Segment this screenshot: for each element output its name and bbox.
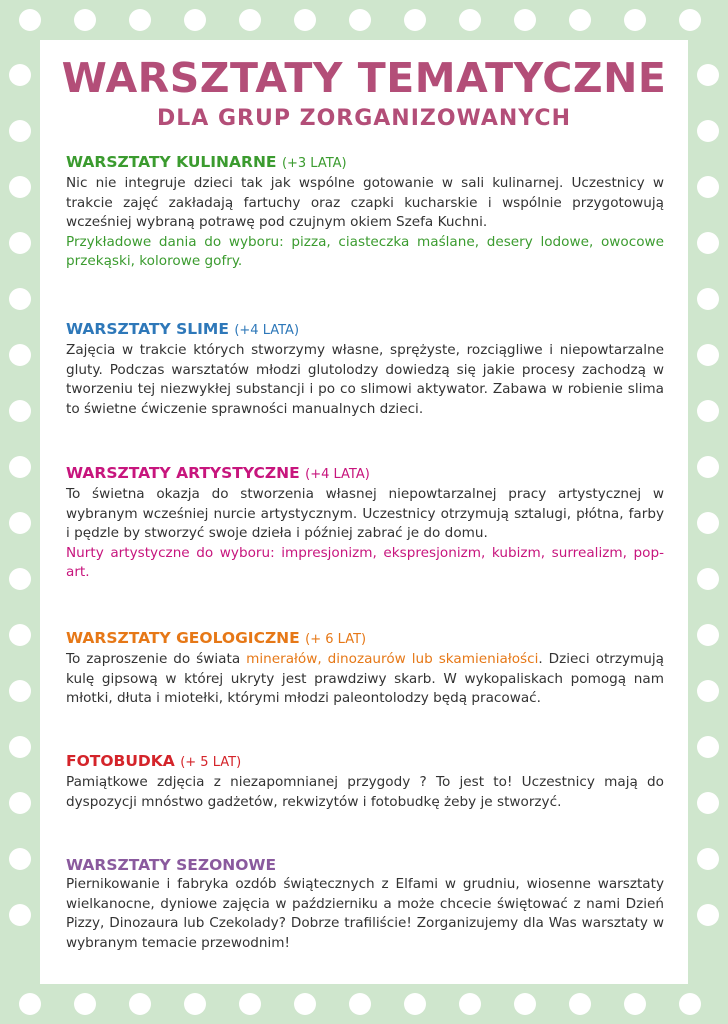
polka-dot: [349, 9, 371, 31]
polka-dot: [679, 9, 701, 31]
polka-dot: [19, 993, 41, 1015]
polka-dot: [697, 848, 719, 870]
heading-text: WARSZTATY SLIME: [66, 320, 229, 338]
polka-dot: [697, 288, 719, 310]
section-heading: [66, 855, 664, 875]
age-badge: (+ 6 LAT): [305, 632, 367, 647]
polka-dot: [239, 9, 261, 31]
polka-dot: [184, 9, 206, 31]
polka-dot: [697, 680, 719, 702]
heading-text: WARSZTATY SEZONOWE: [66, 856, 277, 874]
polka-dot: [9, 736, 31, 758]
polka-dot: [9, 120, 31, 142]
section-slime: [66, 319, 664, 419]
polka-dot: [624, 9, 646, 31]
polka-dot: [9, 568, 31, 590]
polka-dot: [19, 9, 41, 31]
polka-dot: [74, 9, 96, 31]
section-highlight: Nurty artystyczne do wyboru: impresjonizm, ekspresjonizm, kubizm, surrealizm, pop-art.: [66, 544, 664, 580]
polka-dot: [9, 624, 31, 646]
age-badge: (+4 LATA): [305, 467, 370, 482]
polka-dot: [697, 568, 719, 590]
polka-dot: [514, 9, 536, 31]
section-body: Zajęcia w trakcie których stworzymy własne, sprężyste, rozciągliwe i niepowtarzalne gluty. Podczas warsztatów młodzi glutolodzy dowiedzą się jakie procesy zachodzą w tworzeniu tej niezwykłej substancji i po co slimowi aktywator. Zabawa w robienie slima to świetne ćwiczenie sprawności manualnych dzieci.: [66, 342, 664, 417]
polka-dot: [184, 993, 206, 1015]
polka-dot: [239, 993, 261, 1015]
section-heading: [66, 751, 664, 773]
polka-dot: [697, 624, 719, 646]
age-badge: (+4 LATA): [234, 323, 300, 338]
polka-dot: [9, 848, 31, 870]
polka-dot: [129, 9, 151, 31]
body-text: . Dzieci otrzymują kulę gipsową w której ukryty jest prawdziwy skarb. W wykopaliskach pomogą nam młotki, dłuta i miotełki, którymi młodzi paleontolodzy będą pracować.: [66, 651, 665, 706]
section-artystyczne: [66, 463, 664, 583]
polka-dot: [514, 993, 536, 1015]
polka-dot: [459, 9, 481, 31]
polka-dot: [74, 993, 96, 1015]
age-badge: (+3 LATA): [281, 156, 347, 171]
heading-text: WARSZTATY KULINARNE: [66, 153, 277, 171]
section-heading: [66, 319, 664, 341]
polka-dot: [404, 9, 426, 31]
heading-text: WARSZTATY ARTYSTYCZNE: [66, 464, 300, 482]
polka-dot: [697, 176, 719, 198]
section-geologiczne: [66, 628, 664, 709]
polka-dot: [9, 400, 31, 422]
section-fotobudka: [66, 751, 664, 812]
polka-dot: [9, 64, 31, 86]
inline-highlight: minerałów, dinozaurów lub skamieniałości: [246, 651, 539, 667]
polka-dot: [129, 993, 151, 1015]
polka-dot: [9, 176, 31, 198]
section-body: [66, 650, 664, 709]
polka-dot: [9, 512, 31, 534]
polka-dot: [349, 993, 371, 1015]
heading-text: WARSZTATY GEOLOGICZNE: [66, 629, 300, 647]
polka-dot: [294, 993, 316, 1015]
section-sezonowe: [66, 855, 664, 953]
polka-dot: [697, 792, 719, 814]
age-badge: (+ 5 LAT): [180, 755, 242, 770]
polka-dot: [9, 344, 31, 366]
polka-dot: [697, 400, 719, 422]
section-body: Piernikowanie i fabryka ozdób świątecznych z Elfami w grudniu, wiosenne warsztaty wielkanocne, dyniowe zajęcia w październiku a może chcecie świętować z nami Dzień Pizzy, Dinozaura lub Czekolady? Dobrze trafiliście! Zorganizujemy dla Was warsztaty w wybranym temacie przewodnim!: [66, 876, 664, 951]
section-kulinarne: [66, 152, 664, 272]
polka-dot: [294, 9, 316, 31]
page-title: WARSZTATY TEMATYCZNE: [61, 54, 667, 102]
polka-dot: [569, 993, 591, 1015]
polka-dot: [9, 456, 31, 478]
page-subtitle: DLA GRUP ZORGANIZOWANYCH: [157, 106, 571, 131]
polka-dot: [697, 512, 719, 534]
polka-dot: [697, 736, 719, 758]
polka-dot: [697, 232, 719, 254]
polka-dot: [697, 904, 719, 926]
polka-dot: [9, 680, 31, 702]
section-body: Nic nie integruje dzieci tak jak wspólne gotowanie w sali kulinarnej. Uczestnicy w trakcie zajęć zakładają fartuchy oraz czapki kucharskie i wspólnie przygotowują wcześniej wybraną potrawę pod czujnym okiem Szefa Kuchni.: [66, 175, 664, 230]
polka-dot: [697, 456, 719, 478]
polka-dot: [624, 993, 646, 1015]
polka-dot: [9, 904, 31, 926]
section-body: Pamiątkowe zdjęcia z niezapomnianej przygody ? To jest to! Uczestnicy mają do dyspozycji mnóstwo gadżetów, rekwizytów i fotobudkę żeby je stworzyć.: [66, 774, 664, 810]
polka-dot: [9, 232, 31, 254]
section-heading: [66, 152, 664, 174]
polka-dot: [459, 993, 481, 1015]
polka-dot: [9, 792, 31, 814]
section-heading: [66, 628, 664, 650]
section-highlight: Przykładowe dania do wyboru: pizza, ciasteczka maślane, desery lodowe, owocowe przekąski, kolorowe gofry.: [66, 233, 664, 269]
polka-dot: [697, 344, 719, 366]
polka-dot: [679, 993, 701, 1015]
section-heading: [66, 463, 664, 485]
body-text: To zaproszenie do świata: [66, 651, 247, 667]
section-body: To świetna okazja do stworzenia własnej niepowtarzalnej pracy artystycznej w wybranym wcześniej nurcie artystycznym. Uczestnicy otrzymują sztalugi, płótna, farby i pędzle by stworzyć swoje dzieła i później zabrać je do domu.: [66, 486, 664, 541]
polka-dot: [404, 993, 426, 1015]
heading-text: FOTOBUDKA: [66, 752, 175, 770]
polka-dot: [697, 64, 719, 86]
flyer-paper: [40, 40, 688, 984]
polka-dot: [697, 120, 719, 142]
polka-dot: [569, 9, 591, 31]
polka-dot: [9, 288, 31, 310]
